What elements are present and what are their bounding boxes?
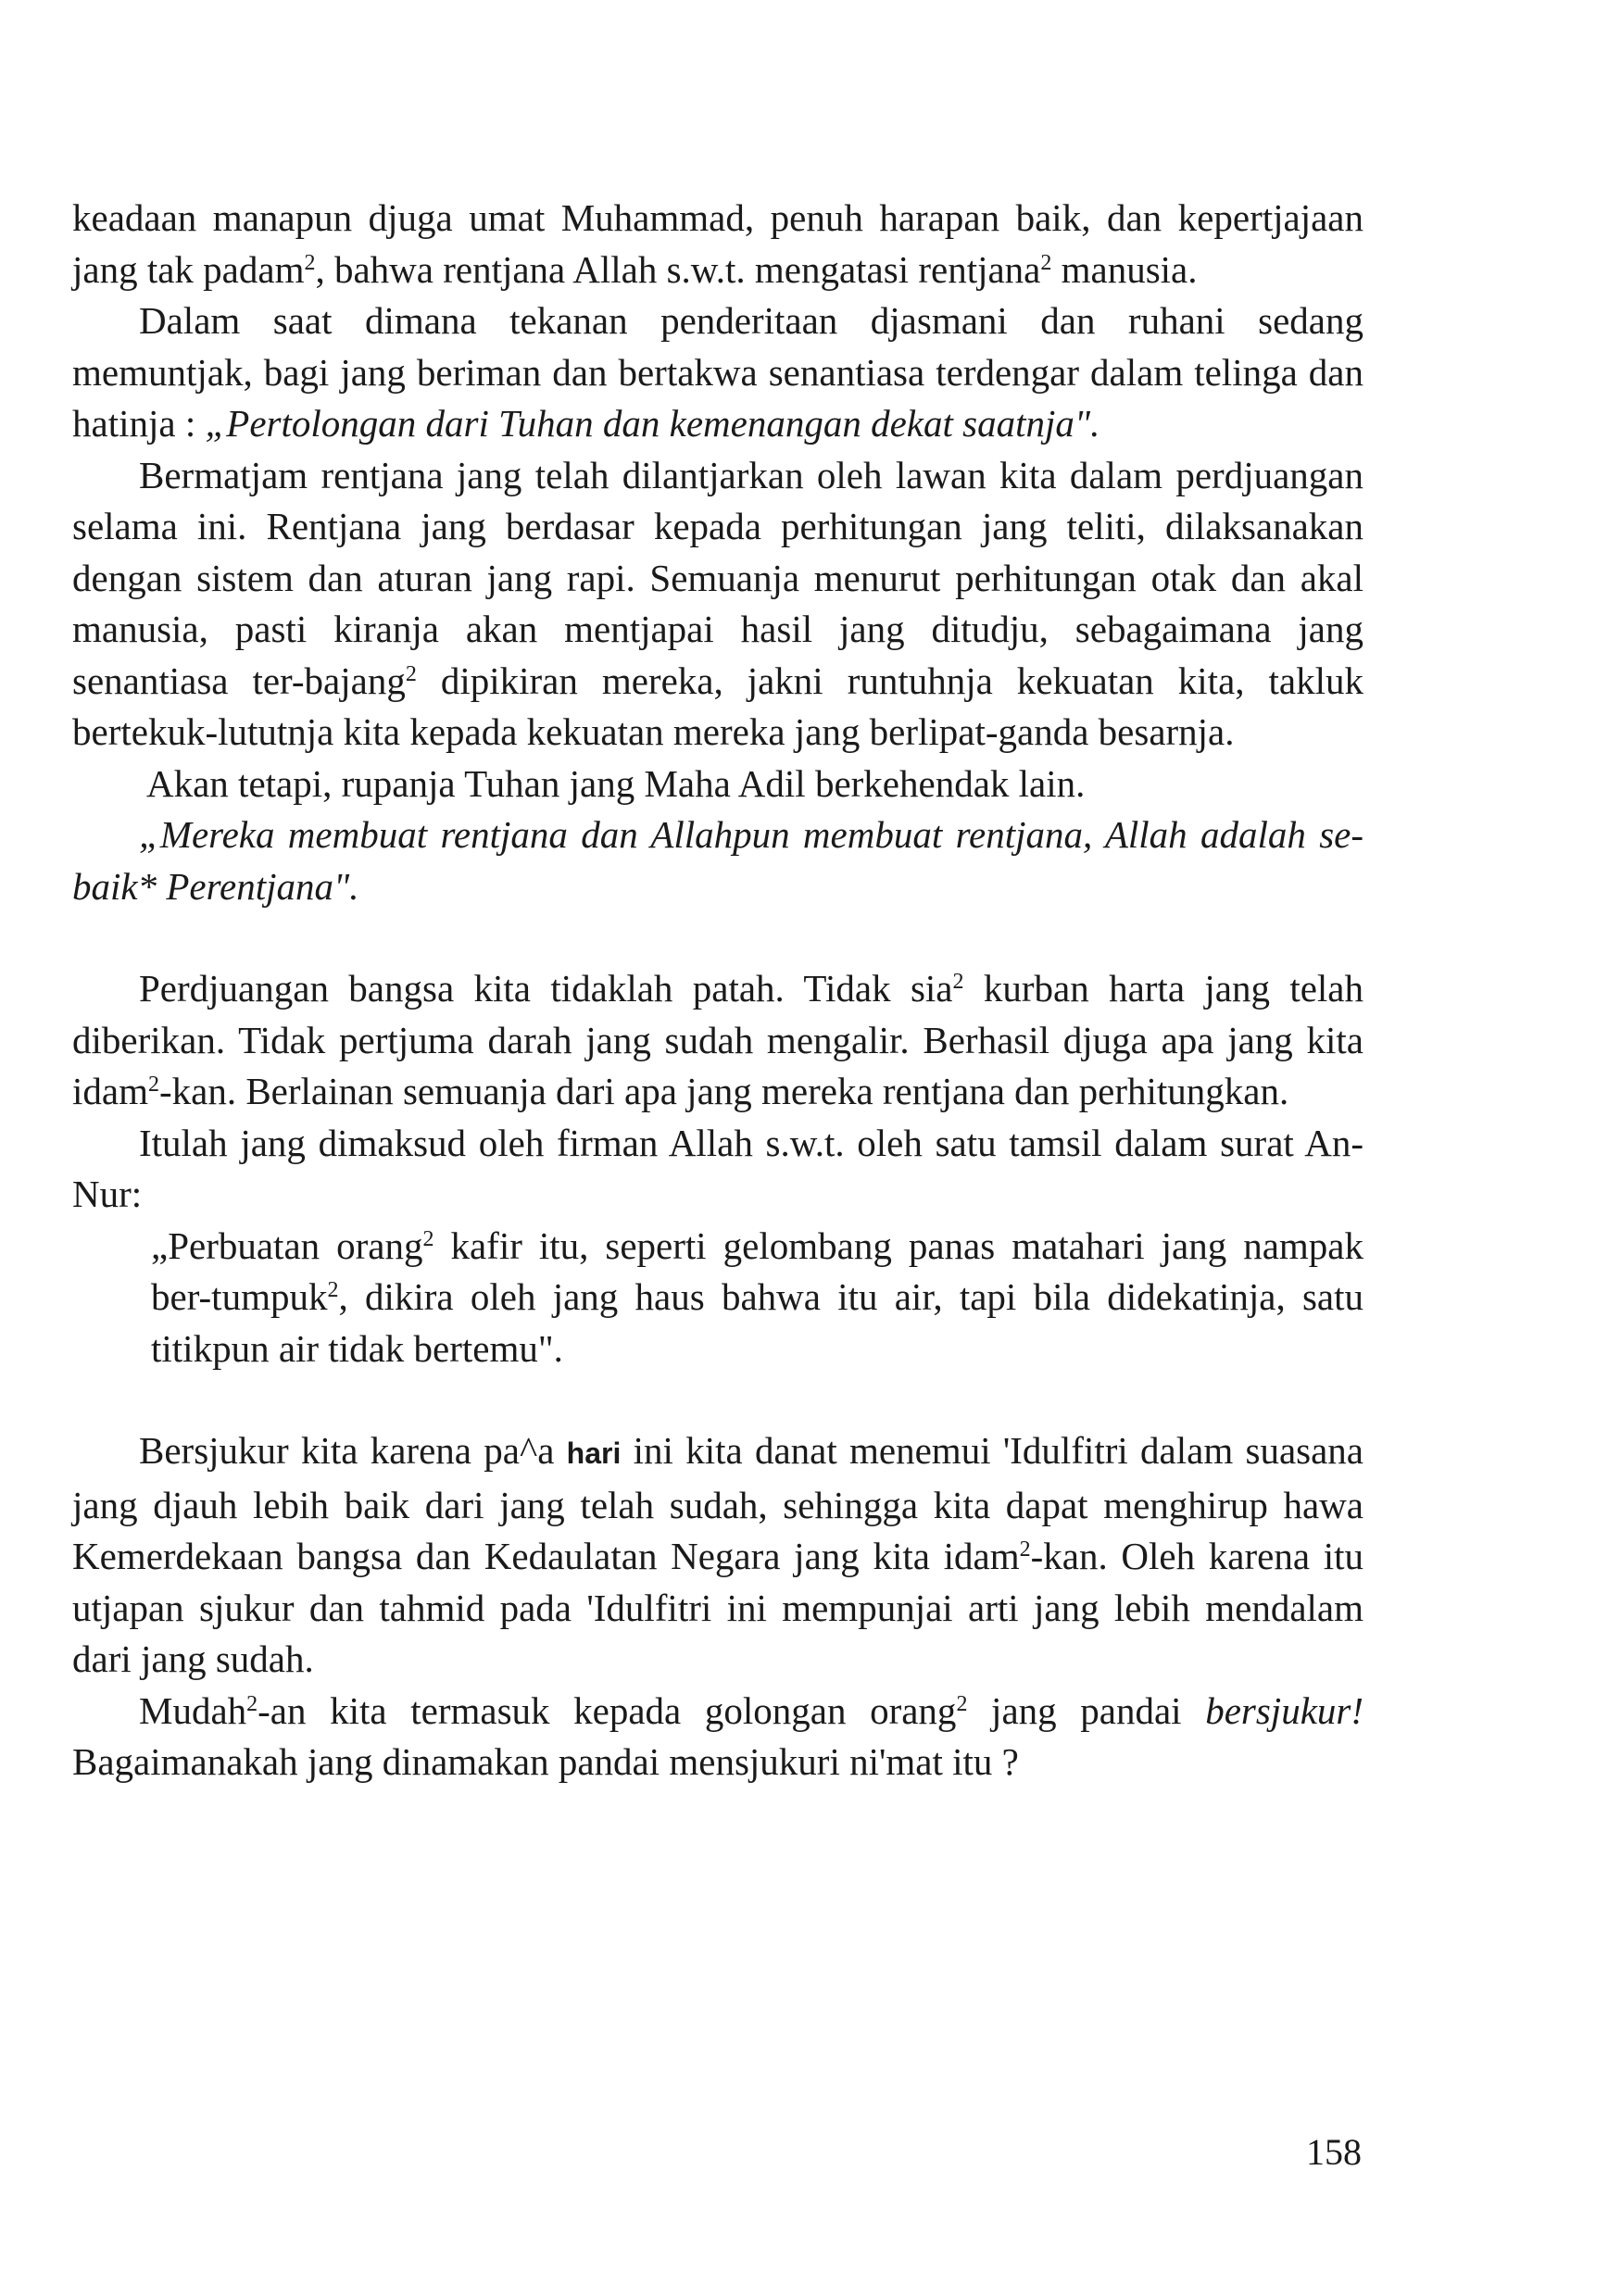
page-number: 158 (1306, 2131, 1362, 2173)
italic-word: bersjukur! (1205, 1688, 1363, 1732)
paragraph-4: Akan tetapi, rupanja Tuhan jang Maha Adil berkehendak lain. (146, 761, 1086, 805)
page-body (72, 193, 1363, 1788)
superscript: 2 (147, 1073, 159, 1097)
superscript: 2 (327, 1278, 339, 1302)
superscript: 2 (246, 1691, 258, 1716)
quote-italic: „Pertolongan dari Tuhan dan kemenangan dekat saatnja". (205, 402, 1100, 445)
superscript: 2 (422, 1226, 434, 1251)
paragraph-3: Bermatjam rentjana jang telah dilantjarkan oleh lawan kita dalam perdjuangan selama ini. Rentjana jang berdasar kepada perhitungan jang teliti, dilaksanakan dengan sistem dan aturan jang rapi. Semuanja menurut perhitungan otak dan akal manusia, pasti kiranja akan mentjapai hasil jang ditudju, sebagaimana jang senantiasa ter-bajang$^2$ dipikiran mereka, jakni runtuhnja kekuatan kita, takluk bertekuk-lututnja kita kepada kekuatan mereka jang berlipat-ganda besarnja. (72, 453, 1363, 753)
paragraph-2: Dalam saat dimana tekanan penderitaan djasmani dan ruhani sedang memuntjak, bagi jang beriman dan bertakwa senantiasa terdengar dalam telinga dan hatinja : „Pertolongan dari Tuhan dan kemenangan dekat saatnja". (72, 299, 1363, 445)
superscript: 2 (956, 1691, 968, 1716)
superscript: 2 (405, 661, 417, 686)
paragraph-1: keadaan manapun djuga umat Muhammad, penuh harapan baik, dan kepertjajaan jang tak padam$^2$, bahwa rentjana Allah s.w.t. mengatasi rentjana$^2$ manusia. (72, 196, 1363, 291)
paragraph-10: Mudah$^2$-an kita termasuk kepada golongan orang$^2$ jang pandai bersjukur! Bagaimanakah jang dinamakan pandai mensjukuri ni'mat itu ? (72, 1688, 1363, 1783)
paragraph-8-quote-block: „Perbuatan orang$^2$ kafir itu, seperti gelombang panas matahari jang nampak ber-tumpuk$^2$, dikira oleh jang haus bahwa itu air, tapi bila didekatinja, satu titikpun air tidak bertemu". (151, 1223, 1363, 1370)
superscript: 2 (1040, 250, 1052, 275)
superscript: 2 (304, 250, 316, 275)
paragraph-5-quote: „Mereka membuat rentjana dan Allahpun membuat rentjana, Allah adalah se-baik* Perentjana". (72, 813, 1363, 908)
superscript: 2 (952, 970, 964, 994)
paragraph-6: Perdjuangan bangsa kita tidaklah patah. Tidak sia$^2$ kurban harta jang telah diberikan. Tidak pertjuma darah jang sudah mengalir. Berhasil djuga apa jang kita idam$^2$-kan. Berlainan semuanja dari apa jang mereka rentjana dan perhitungkan. (72, 967, 1363, 1112)
bold-word: hari (566, 1437, 622, 1470)
superscript: 2 (1019, 1537, 1031, 1562)
paragraph-9: Bersjukur kita karena pa^a hari ini kita danat menemui 'Idulfitri dalam suasana jang djauh lebih baik dari jang telah sudah, sehingga kita dapat menghirup hawa Kemerdekaan bangsa dan Kedaulatan Negara jang kita idam$^2$-kan. Oleh karena itu utjapan sjukur dan tahmid pada 'Idulfitri ini mempunjai arti jang lebih mendalam dari jang sudah. (72, 1429, 1364, 1680)
paragraph-7: Itulah jang dimaksud oleh firman Allah s.w.t. oleh satu tamsil dalam surat An-Nur: (72, 1121, 1363, 1215)
